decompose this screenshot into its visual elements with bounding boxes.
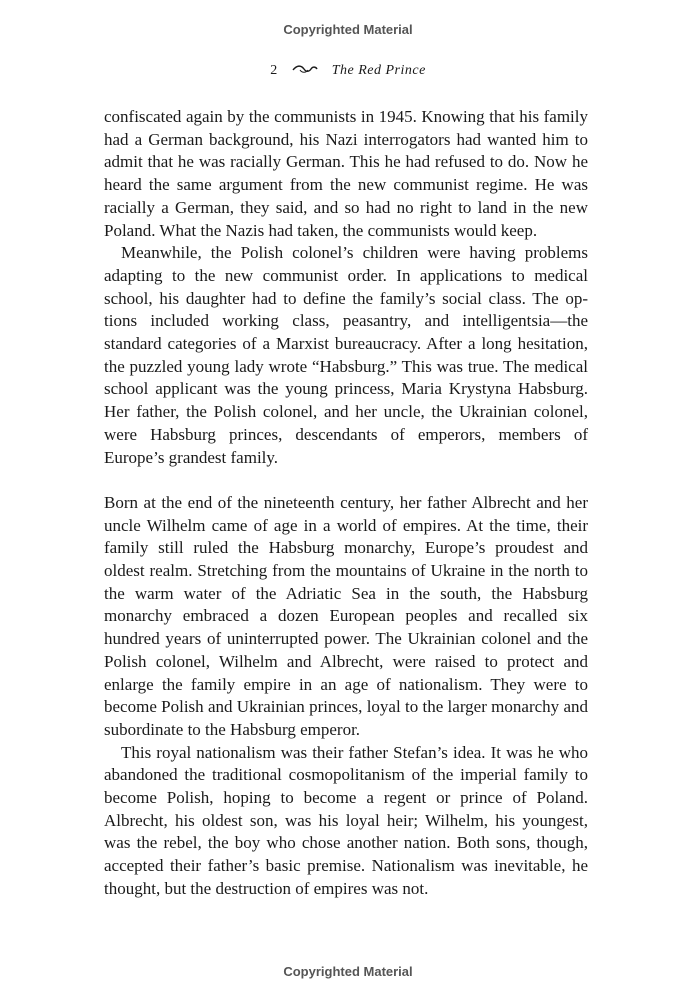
copyright-watermark-top: Copyrighted Material bbox=[283, 22, 413, 37]
paragraph: confiscated again by the communists in 1945. Knowing that his family had a German background, his Nazi interrogators had wanted him to admit that he was racially German. This he had refused to do. Now he heard the same argument from the new communist regime. He was racially a German, they said, and so had no right to land in the new Poland. What the Nazis had taken, the communists would keep. bbox=[104, 107, 588, 240]
paragraph: Born at the end of the nineteenth century, her father Albrecht and her uncle Wilhelm came of age in a world of empires. At the time, their family still ruled the Habsburg monarchy, Europe’s proudest and oldest realm. Stretching from the mountains of Ukraine in the north to the warm water of the Adriatic Sea in the south, the Habsburg monarchy embraced a dozen European peoples and recalled six hundred years of uninterrupted power. The Ukrainian colonel and the Polish colonel, Wilhelm and Albrecht, were raised to protect and enlarge the family empire in an age of nationalism. They were to become Polish and Ukrainian princes, loyal to the larger monarchy and subordinate to the Habsburg emperor. bbox=[104, 492, 588, 739]
page-number: 2 bbox=[270, 63, 278, 79]
running-head-title: The Red Prince bbox=[331, 63, 426, 79]
body-text bbox=[104, 106, 588, 901]
paragraph: Meanwhile, the Polish colonel’s children were having problems adapting to the new communist order. In applications to medical school, his daughter had to define the family’s social class. The options included working class, peasantry, and intelligentsia—the standard categories of a Marxist bureaucracy. After a long hesitation, the puzzled young lady wrote “Habsburg.” This was true. The medical school applicant was the young princess, Maria Krystyna Habsburg. Her father, the Polish colonel, and her uncle, the Ukrainian colonel, were Habsburg princes, descendants of emperors, members of Europe’s grandest family. bbox=[104, 243, 588, 467]
copyright-watermark-bottom: Copyrighted Material bbox=[283, 964, 413, 979]
running-head bbox=[0, 63, 696, 79]
paragraph: This royal nationalism was their father Stefan’s idea. It was he who abandoned the traditional cosmopolitanism of the imperial family to become Polish, hoping to become a regent or prince of Poland. Albrecht, his oldest son, was his loyal heir; Wilhelm, his youngest, was the rebel, the boy who chose another nation. Both sons, though, accepted their father’s basic premise. Nationalism was inevitable, he thought, but the destruction of empires was not. bbox=[104, 742, 588, 898]
swash-ornament-icon bbox=[292, 63, 318, 79]
